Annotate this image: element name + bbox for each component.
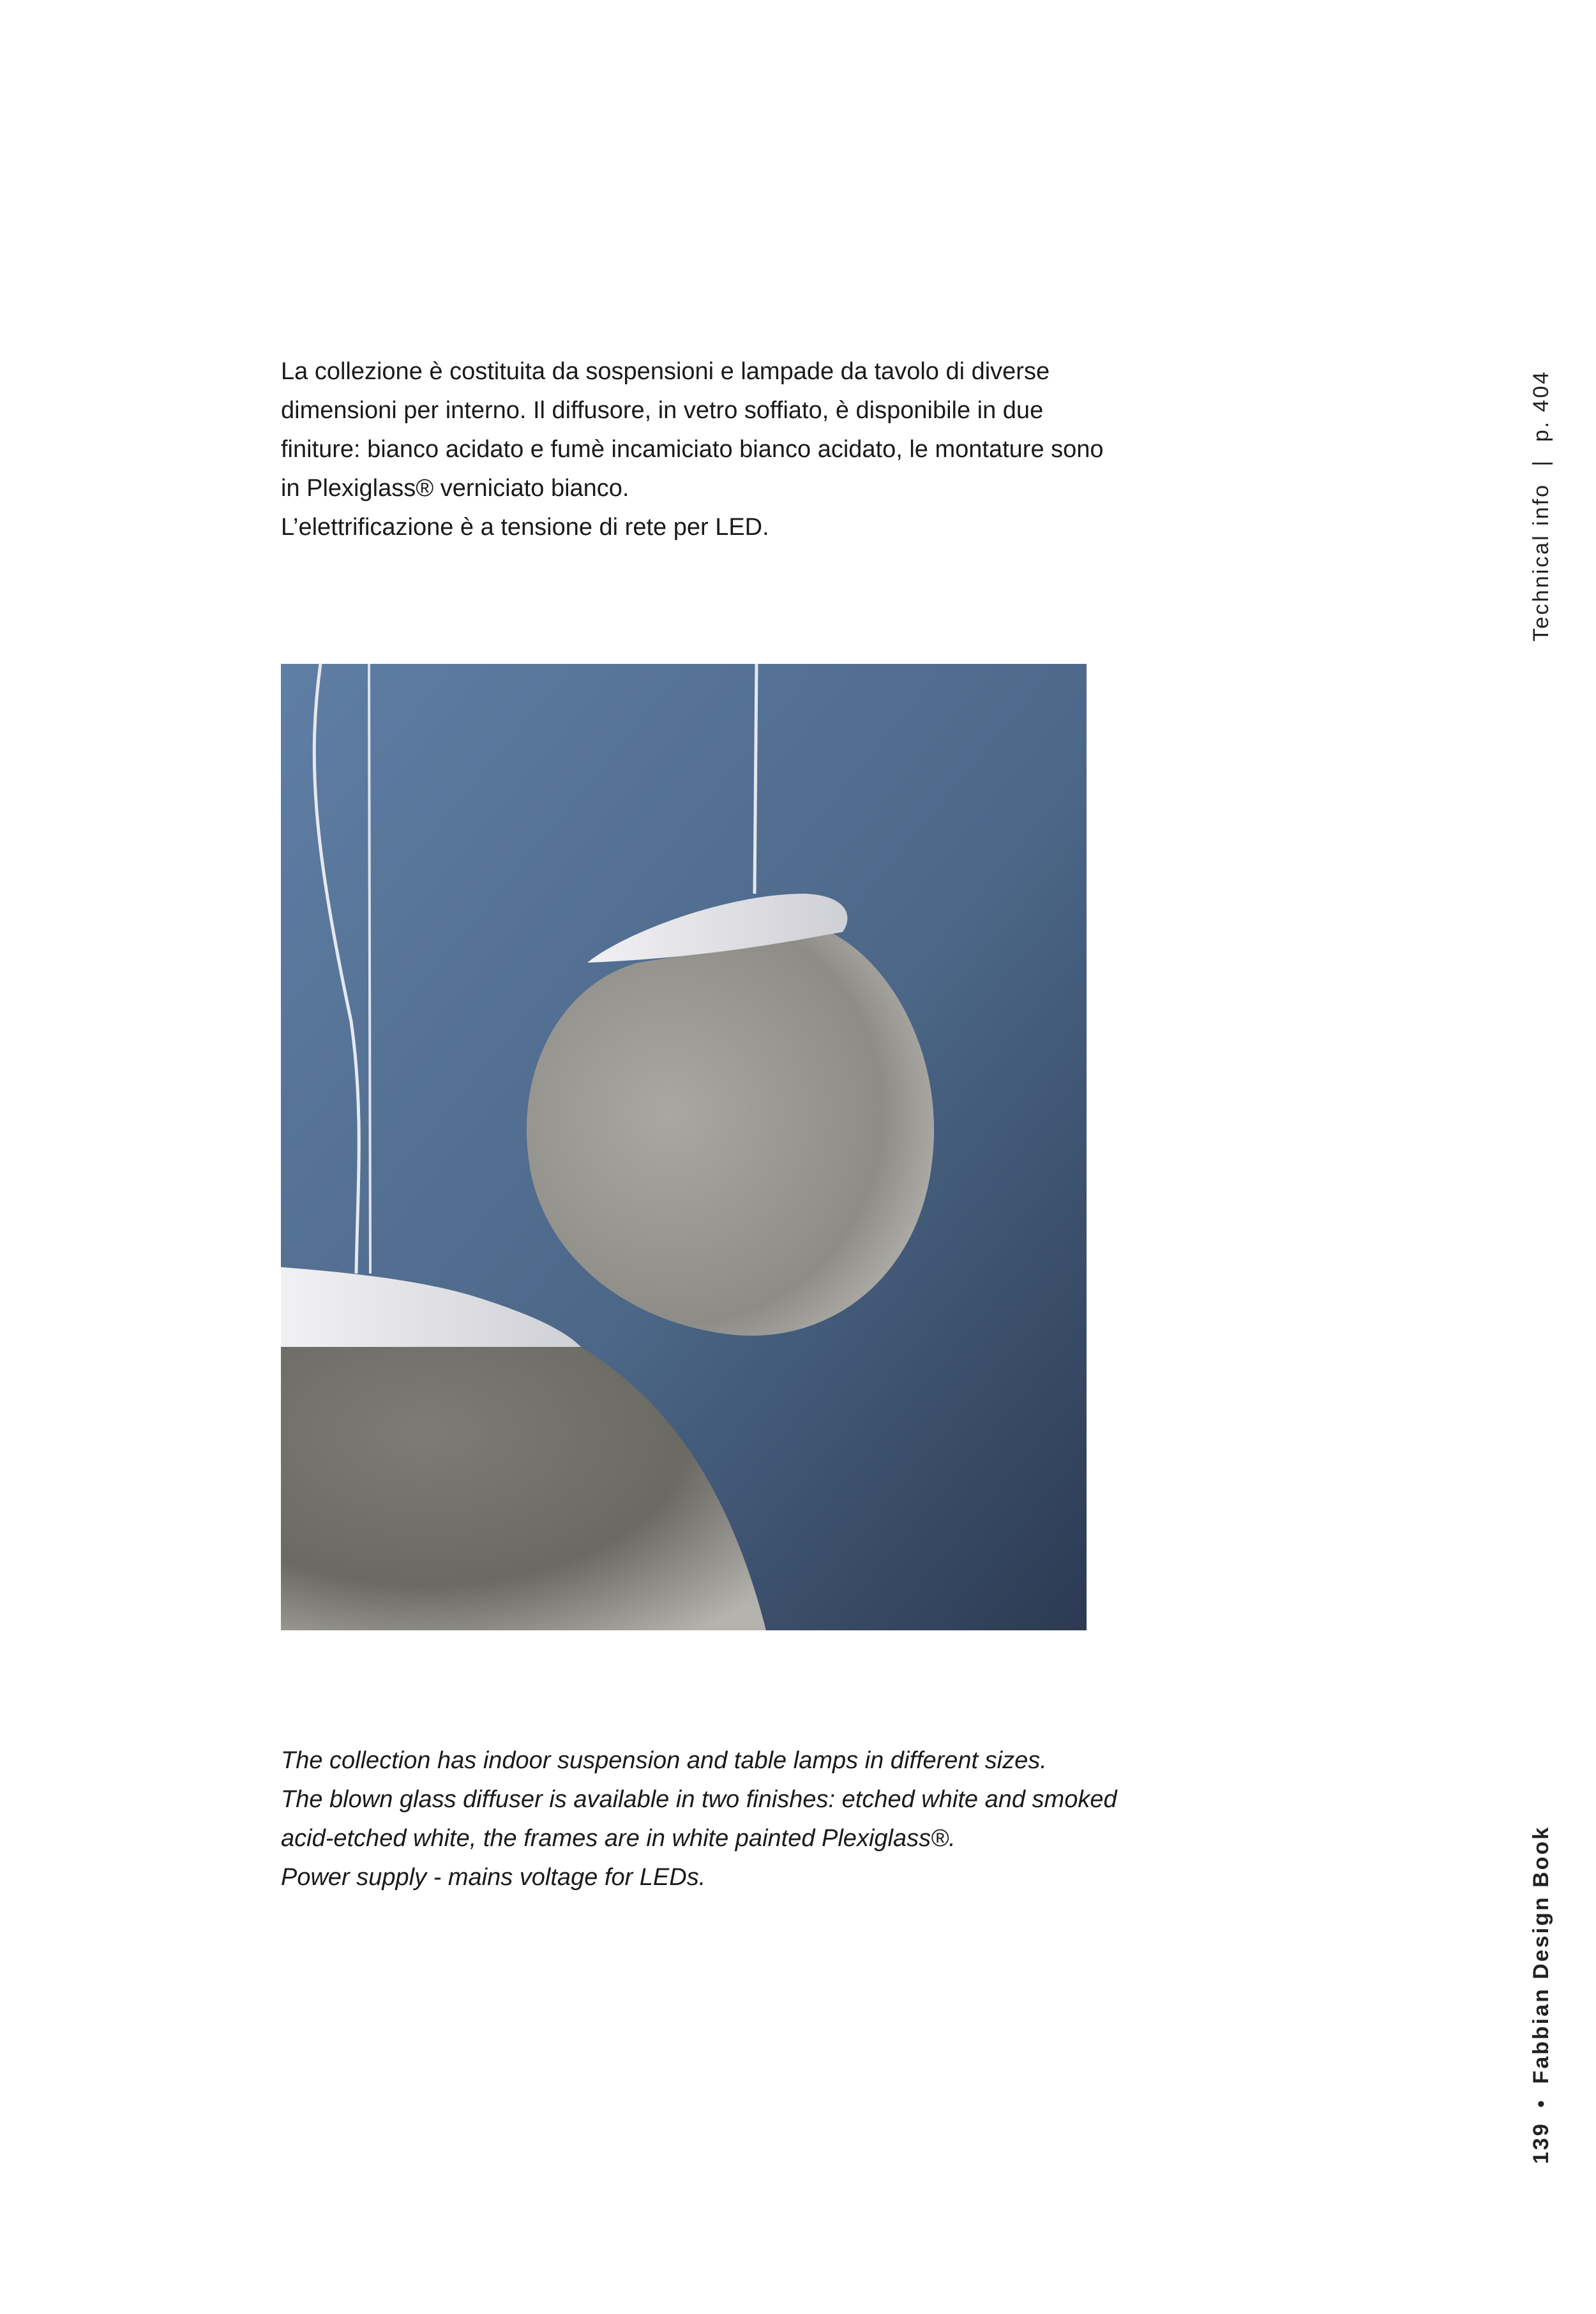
english-line: The blown glass diffuser is available in two finishes: etched white and smoked [281, 1786, 1117, 1813]
italian-line: La collezione è costituita da sospensioni e lampade da tavolo di diverse [281, 358, 1050, 385]
technical-info-label: Technical info [1529, 483, 1553, 642]
english-line: Power supply - mains voltage for LEDs. [281, 1864, 706, 1891]
english-line: acid-etched white, the frames are in white painted Plexiglass®. [281, 1825, 956, 1852]
bullet: • [1529, 2098, 1553, 2108]
page-reference: p. 404 [1529, 370, 1553, 442]
italian-line: L’elettrificazione è a tensione di rete per LED. [281, 514, 769, 541]
page-footer [1529, 1826, 1554, 2164]
italian-line: dimensioni per interno. Il diffusore, in vetro soffiato, è disponibile in due [281, 397, 1044, 424]
technical-info-reference[interactable] [1529, 370, 1554, 642]
english-line: The collection has indoor suspension and table lamps in different sizes. [281, 1747, 1047, 1774]
italian-description [281, 352, 1187, 547]
pendant-lamps-photo [281, 664, 1087, 1630]
italian-line: in Plexiglass® verniciato bianco. [281, 475, 629, 502]
italian-line: finiture: bianco acidato e fumè incamiciato bianco acidato, le montature sono [281, 436, 1104, 463]
book-title: Fabbian Design Book [1529, 1825, 1553, 2084]
page-number: 139 [1529, 2122, 1553, 2164]
english-description [281, 1741, 1187, 1897]
separator: | [1529, 458, 1553, 467]
